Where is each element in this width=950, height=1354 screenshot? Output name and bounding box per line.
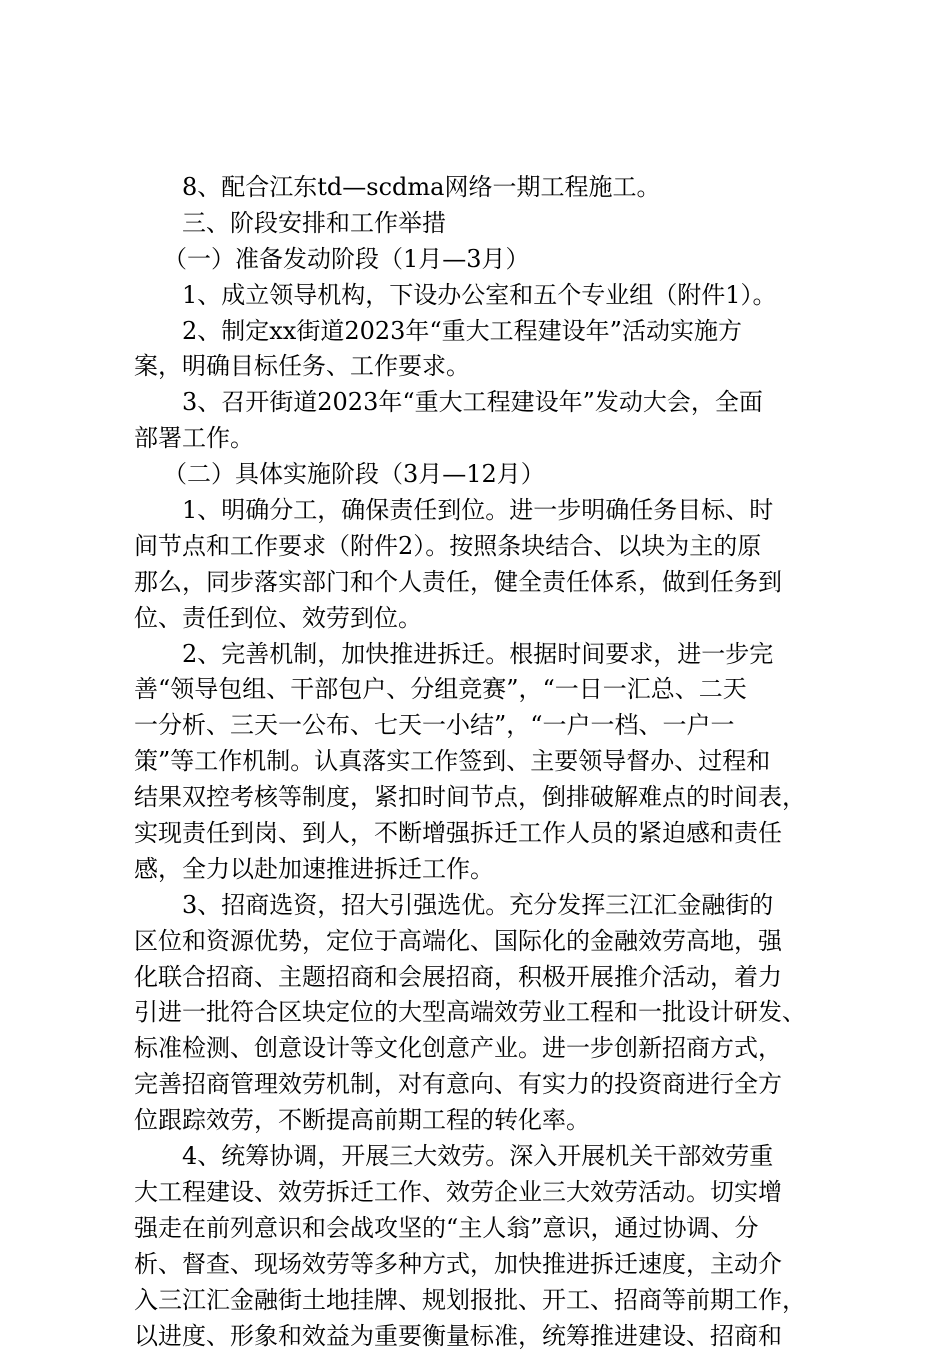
text-line: 间节点和工作要求（附件2）。按照条块结合、以块为主的原 — [0, 529, 950, 565]
text-line: 3、召开街道2023年“重大工程建设年”发动大会，全面 — [0, 385, 950, 421]
text-line: 4、统筹协调，开展三大效劳。深入开展机关干部效劳重 — [0, 1139, 950, 1175]
subsection-heading: （二）具体实施阶段（3月—12月） — [0, 457, 950, 493]
text-line: 感，全力以赴加速推进拆迁工作。 — [0, 852, 950, 888]
text-line: 位跟踪效劳，不断提高前期工程的转化率。 — [0, 1103, 950, 1139]
text-line: 析、督查、现场效劳等多种方式，加快推进拆迁速度，主动介 — [0, 1247, 950, 1283]
text-line: 8、配合江东td—scdma网络一期工程施工。 — [0, 170, 950, 206]
text-line: 实现责任到岗、到人，不断增强拆迁工作人员的紧迫感和责任 — [0, 816, 950, 852]
document-body — [0, 170, 950, 1354]
text-line: 完善招商管理效劳机制，对有意向、有实力的投资商进行全方 — [0, 1067, 950, 1103]
text-line: 区位和资源优势，定位于高端化、国际化的金融效劳高地，强 — [0, 924, 950, 960]
text-line: 结果双控考核等制度，紧扣时间节点，倒排破解难点的时间表， — [0, 780, 950, 816]
text-line: 策”等工作机制。认真落实工作签到、主要领导督办、过程和 — [0, 744, 950, 780]
text-line: 案，明确目标任务、工作要求。 — [0, 349, 950, 385]
text-line: 部署工作。 — [0, 421, 950, 457]
text-line: 2、制定xx街道2023年“重大工程建设年”活动实施方 — [0, 314, 950, 350]
text-line: 1、成立领导机构，下设办公室和五个专业组（附件1）。 — [0, 278, 950, 314]
text-line: 那么，同步落实部门和个人责任，健全责任体系，做到任务到 — [0, 565, 950, 601]
text-line: 化联合招商、主题招商和会展招商，积极开展推介活动，着力 — [0, 960, 950, 996]
section-heading: 三、阶段安排和工作举措 — [0, 206, 950, 242]
text-line: 入三江汇金融街土地挂牌、规划报批、开工、招商等前期工作， — [0, 1283, 950, 1319]
text-line: 1、明确分工，确保责任到位。进一步明确任务目标、时 — [0, 493, 950, 529]
text-line: 以进度、形象和效益为重要衡量标准，统筹推进建设、招商和 — [0, 1319, 950, 1354]
text-line: 2、完善机制，加快推进拆迁。根据时间要求，进一步完 — [0, 637, 950, 673]
text-line: 善“领导包组、干部包户、分组竞赛”，“一日一汇总、二天 — [0, 672, 950, 708]
text-line: 位、责任到位、效劳到位。 — [0, 601, 950, 637]
text-line: 标准检测、创意设计等文化创意产业。进一步创新招商方式， — [0, 1031, 950, 1067]
text-line: 大工程建设、效劳拆迁工作、效劳企业三大效劳活动。切实增 — [0, 1175, 950, 1211]
text-line: 3、招商选资，招大引强选优。充分发挥三江汇金融街的 — [0, 888, 950, 924]
text-line: 引进一批符合区块定位的大型高端效劳业工程和一批设计研发、 — [0, 995, 950, 1031]
text-line: 强走在前列意识和会战攻坚的“主人翁”意识，通过协调、分 — [0, 1211, 950, 1247]
subsection-heading: （一）准备发动阶段（1月—3月） — [0, 242, 950, 278]
text-line: 一分析、三天一公布、七天一小结”，“一户一档、一户一 — [0, 708, 950, 744]
